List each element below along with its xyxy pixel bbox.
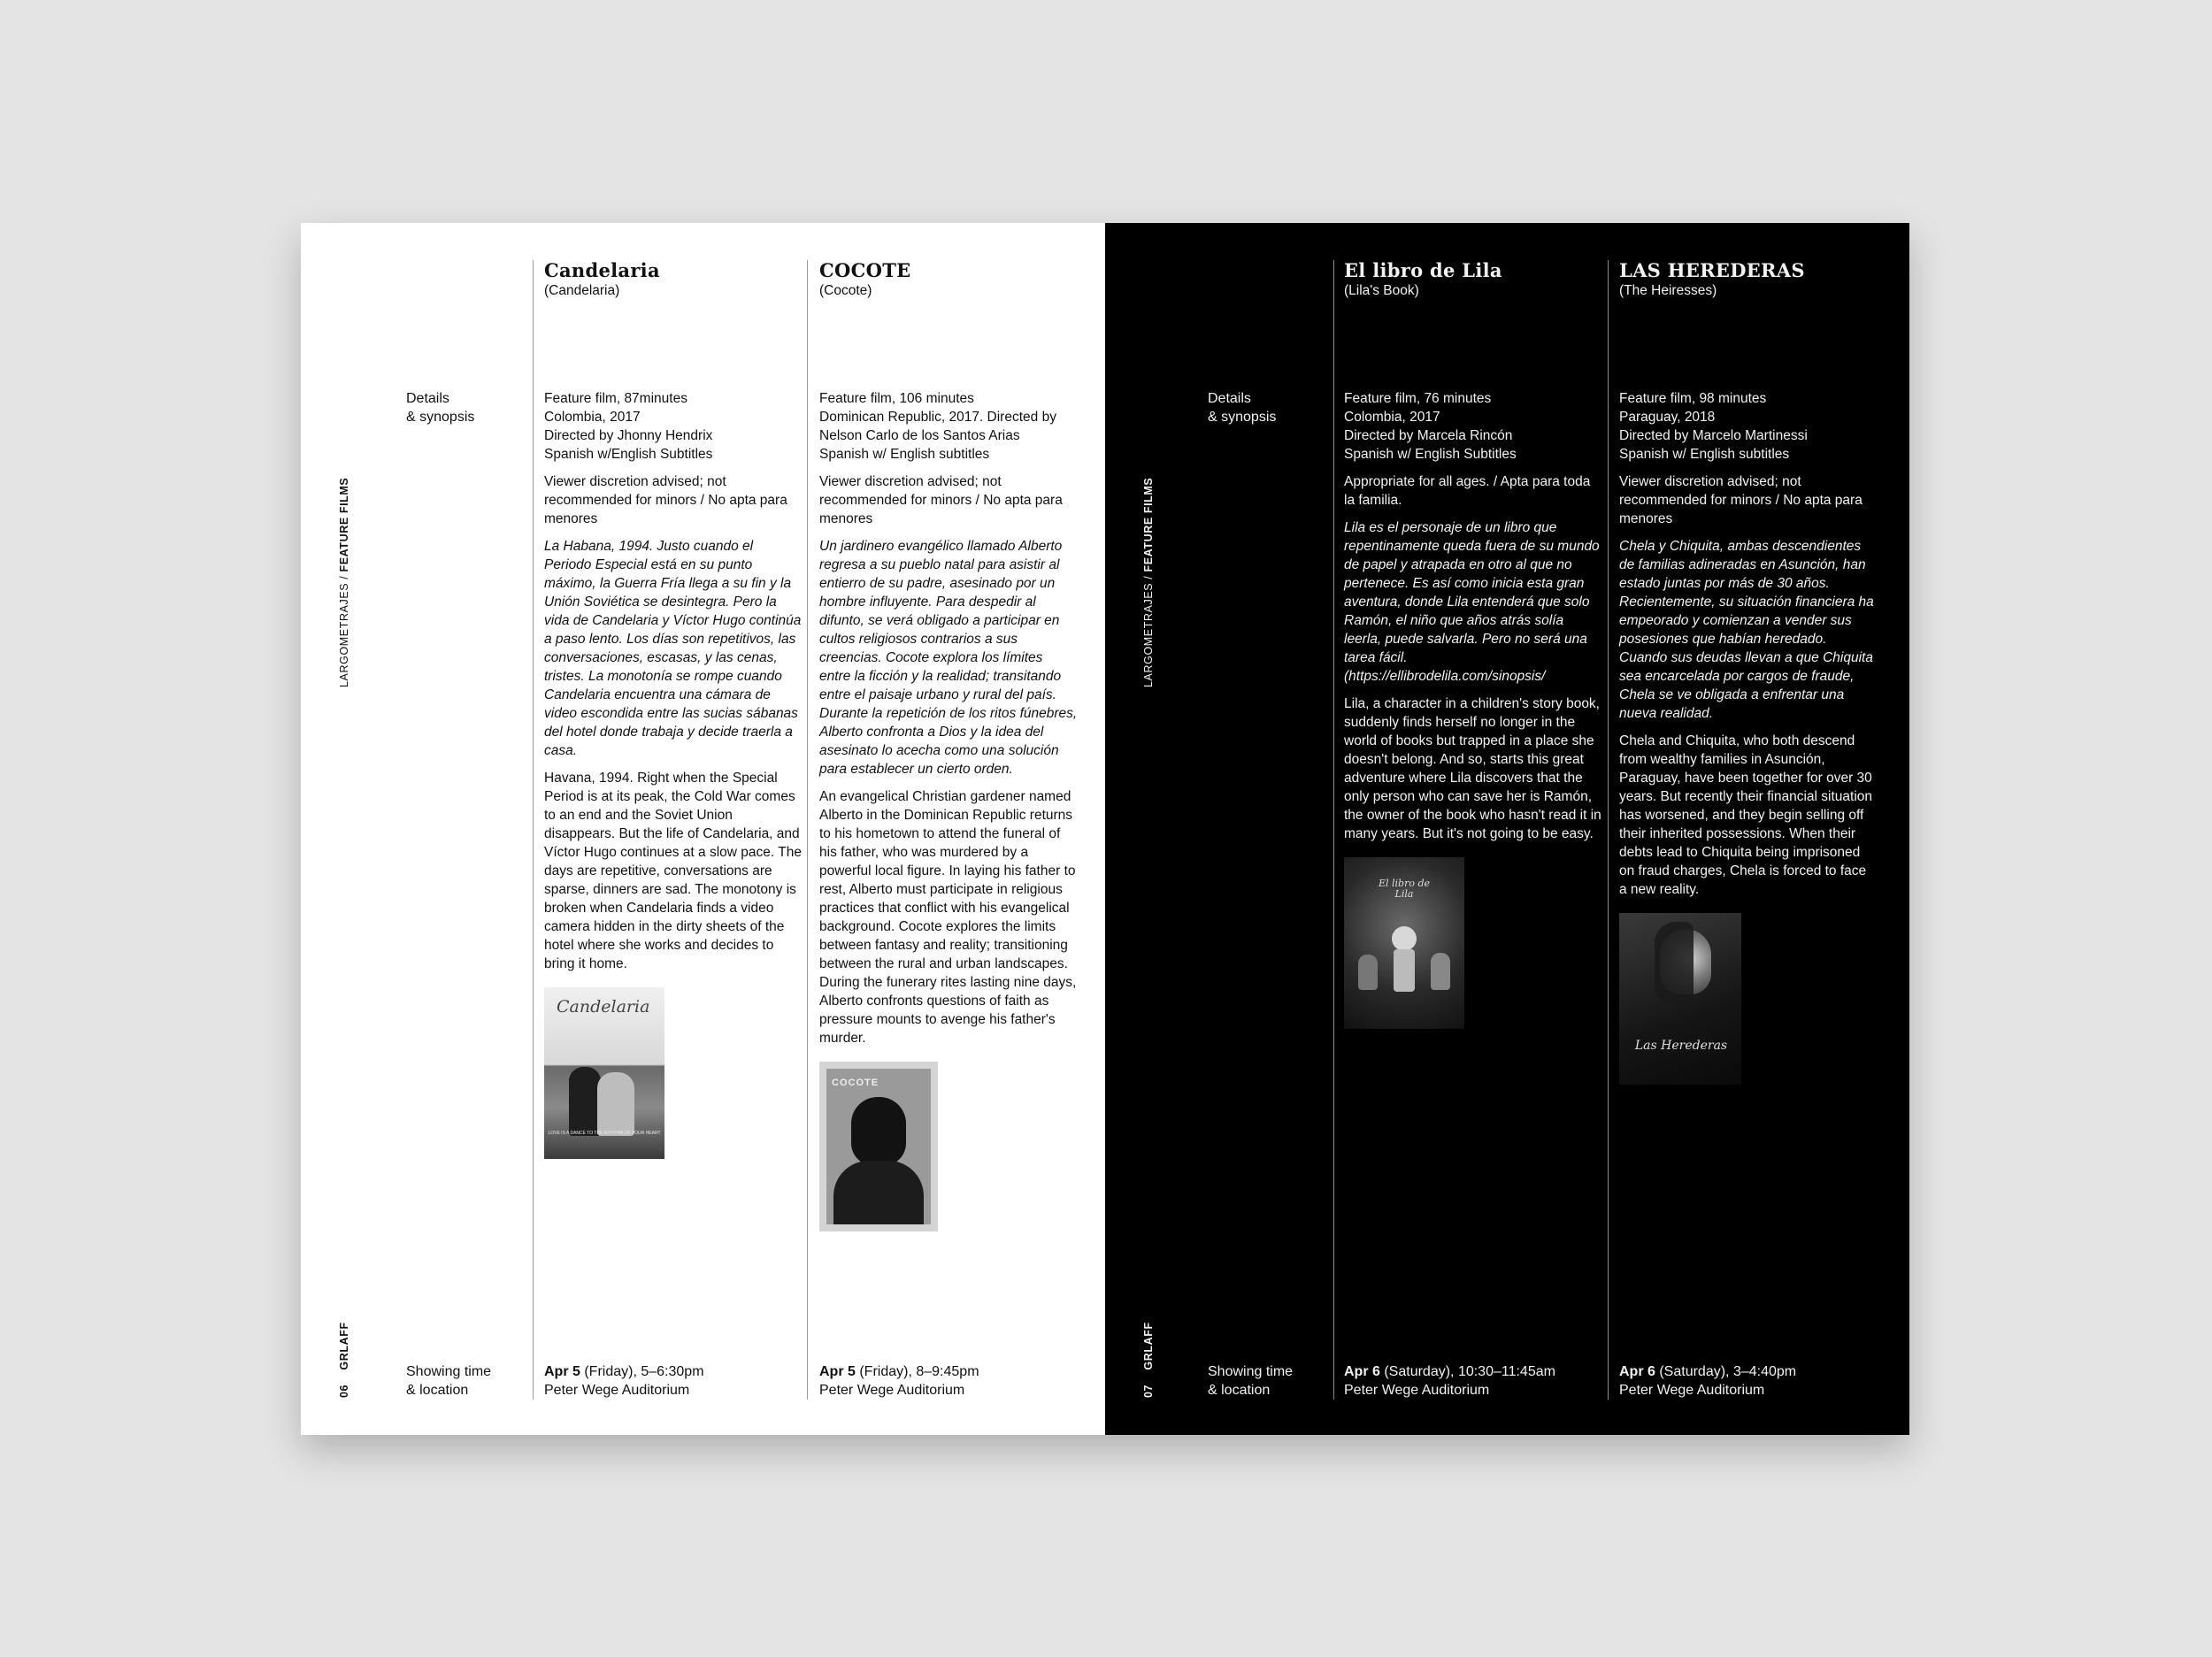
film-details: Feature film, 76 minutes Colombia, 2017 Directed by Marcela Rincón Spanish w/ English Subtitles	[1344, 391, 1517, 462]
film-subtitle: (Lila's Book)	[1344, 283, 1419, 298]
show-date: Apr 5	[544, 1364, 580, 1379]
film-body-candelaria	[544, 389, 803, 1159]
folio-name: GRLAFF	[338, 1322, 350, 1370]
showing-label: Showing time & location	[406, 1364, 492, 1398]
synopsis-spanish: La Habana, 1994. Justo cuando el Periodo Especial está en su punto máximo, la Guerra Fría llega a su fin y la Unión Soviética se desintegra. Pero la vida de Candelaria y Víctor Hugo continúa a paso lento. Los días son repetitivos, las conversaciones, escasas, y las cenas, tristes. La monotonía se rompe cuando Candelaria encuentra una cámara de video escondida entre las sucias sábanas del hotel donde trabaja y decide traerla a casa.	[544, 539, 802, 758]
film-title: Candelaria	[544, 259, 660, 281]
film-title: COCOTE	[819, 259, 911, 281]
show-time: (Friday), 5–6:30pm	[580, 1364, 704, 1379]
film-header-herederas	[1619, 260, 1878, 300]
show-date: Apr 5	[819, 1364, 856, 1379]
poster-title: Candelaria	[557, 997, 650, 1016]
synopsis-spanish: Lila es el personaje de un libro que repentinamente queda fuera de su mundo de papel y atrapada en otro al que no pertenece. Es así como inicia esta gran aventura, donde Lila entenderá que solo Ramón, el niño que años atrás solía leerla, puede salvarla. Pero no será una tarea fácil. (https://ellibrodelila.com/sinopsis/	[1344, 520, 1600, 684]
showing-candelaria	[544, 1362, 704, 1400]
film-title: LAS HEREDERAS	[1619, 259, 1805, 281]
film-subtitle: (The Heiresses)	[1619, 283, 1717, 298]
poster-character	[1358, 955, 1378, 990]
show-location: Peter Wege Auditorium	[1344, 1383, 1490, 1398]
poster-cocote	[819, 1062, 938, 1231]
poster-character	[1394, 949, 1415, 992]
left-page: LARGOMETRAJES / FEATURE FILMS 06 GRLAFF Details & synopsis Showing time & location Candelaria (Candelaria) Feature film, 87minutes Colombia, 2017 Directed by Jhonny Hendrix Spanish w/English Subtitles Viewer discretion advised; not recommended for minors / No apta para menores La Habana, 1994. Justo cuando el Periodo Especial está en su punto máximo, la Guerra Fría llega a su fin y la Unión Soviética se desintegra. Pero la vida de Candelaria y Víctor Hugo continúa a paso lento. Los días son repetitivos, las conversaciones, escasas, y las cenas, tristes. La monotonía se rompe cuando Candelaria encuentra una cámara de video escondida entre las sucias sábanas del hotel donde trabaja y decide traerla a casa. Havana, 1994. Right when the Special Period is at its peak, the Cold War comes to an end and the Soviet Union disappears. But the life of Candelaria, and Víctor Hugo continues at a slow pace. The days are repetitive, conversations are sparse, dinners are sad. The monotony is broken when Candelaria finds a video camera hidden in the dirty sheets of the hotel where she works and decides to bring it home. Candelaria LOVE IS A DANCE TO THE RHYTHM OF YOUR HEART Apr 5 (Friday), 5–6:30pm Peter Wege Auditorium COCOTE (Cocote) Feature film, 106 minutes Dominican Republic, 2017. Directed by Nelson Carlo de los Santos Arias Spanish w/ English subtitles Viewer discretion advised; not recommended for minors / No apta para menores Un jardinero evangélico llamado Alberto regresa a su pueblo natal para asistir al entierro de su padre, asesinado por un hombre influyente. Para despedir al difunto, se verá obligado a participar en cultos religiosos contrarios a sus creencias. Cocote explora los límites entre la ficción y la realidad; transitando entre el paisaje urbano y rural del país. Durante la repetición de los ritos fúnebres, Alberto confronta a Dios y la idea del asesinato lo acecha como una solución para establecer un cierto orden. An evangelical Christian gardener named Alberto in the Dominican Republic returns to his hometown to attend the funeral of his father, who was murdered by a powerful local figure. In laying his father to rest, Alberto must participate in religious practices that conflict with his evangelical background. Cocote explores the limits between fantasy and reality; transitioning between the rural and urban landscapes. During the funerary rites lasting nine days, Alberto confronts questions of faith as pressure mounts to avenge his father's murder. COCOTE Apr 5 (Friday), 8–9:45pm Peter Wege Auditorium	[301, 223, 1105, 1435]
poster-hair	[1655, 922, 1694, 1007]
film-subtitle: (Cocote)	[819, 283, 872, 298]
page-number: 07	[1142, 1384, 1155, 1398]
poster-title: COCOTE	[832, 1078, 879, 1088]
film-body-cocote	[819, 389, 1078, 1231]
poster-figures	[597, 1072, 634, 1136]
show-date: Apr 6	[1344, 1364, 1380, 1379]
synopsis-english: An evangelical Christian gardener named Alberto in the Dominican Republic returns to his hometown to attend the funeral of his father, who was murdered by a powerful local figure. In laying his father to rest, Alberto must participate in religious practices that conflict with his evangelical background. Cocote explores the limits between fantasy and reality; transitioning between the rural and urban landscapes. During the funerary rites lasting nine days, Alberto confronts questions of faith as pressure mounts to avenge his father's murder.	[819, 789, 1077, 1046]
poster-title: El libro de Lila	[1378, 878, 1431, 900]
film-rating: Viewer discretion advised; not recommended for minors / No apta para menores	[819, 474, 1063, 526]
synopsis-english: Chela and Chiquita, who both descend from wealthy families in Asunción, Paraguay, have been together for over 30 years. But recently their financial situation has worsened, and they begin selling off their inherited possessions. When their debts lead to Chiquita being imprisoned on fraud charges, Chela is forced to face a new reality.	[1619, 733, 1873, 897]
film-header-lila	[1344, 260, 1602, 300]
column-divider	[1608, 260, 1609, 1400]
show-time: (Saturday), 10:30–11:45am	[1379, 1364, 1555, 1379]
showing-label: Showing time & location	[1208, 1364, 1294, 1398]
poster-shoulders	[833, 1161, 924, 1224]
show-location: Peter Wege Auditorium	[819, 1383, 965, 1398]
poster-face	[851, 1097, 906, 1166]
show-time: (Saturday), 3–4:40pm	[1655, 1364, 1797, 1379]
poster-character	[1392, 926, 1417, 951]
show-time: (Friday), 8–9:45pm	[855, 1364, 979, 1379]
show-location: Peter Wege Auditorium	[544, 1383, 690, 1398]
film-body-herederas	[1619, 389, 1878, 1085]
film-rating: Appropriate for all ages. / Apta para toda la familia.	[1344, 474, 1591, 508]
showing-lila	[1344, 1362, 1555, 1400]
film-details: Feature film, 106 minutes Dominican Republic, 2017. Directed by Nelson Carlo de los Santos Arias Spanish w/ English subtitles	[819, 391, 1056, 462]
poster-herederas	[1619, 913, 1741, 1085]
showing-cocote	[819, 1362, 979, 1400]
poster-character	[1431, 953, 1450, 990]
synopsis-english: Havana, 1994. Right when the Special Period is at its peak, the Cold War comes to an end and the Soviet Union disappears. But the life of Candelaria, and Víctor Hugo continues at a slow pace. The days are repetitive, conversations are sparse, dinners are sad. The monotony is broken when Candelaria finds a video camera hidden in the dirty sheets of the hotel where she works and decides to bring it home.	[544, 771, 802, 971]
film-body-lila	[1344, 389, 1602, 1029]
details-label: Details & synopsis	[406, 391, 475, 425]
poster-figures	[569, 1067, 601, 1136]
poster-title: Las Herederas	[1634, 1039, 1728, 1053]
poster-candelaria	[544, 987, 664, 1159]
show-location: Peter Wege Auditorium	[1619, 1383, 1765, 1398]
column-divider	[1333, 260, 1334, 1400]
synopsis-spanish: Un jardinero evangélico llamado Alberto regresa a su pueblo natal para asistir al entierro de su padre, asesinado por un hombre influyente. Para despedir al difunto, se verá obligado a participar en cultos religiosos contrarios a sus creencias. Cocote explora los límites entre la ficción y la realidad; transitando entre el paisaje urbano y rural del país. Durante la repetición de los ritos fúnebres, Alberto confronta a Dios y la idea del asesinato lo acecha como una solución para establecer un cierto orden.	[819, 539, 1078, 777]
poster-lila	[1344, 857, 1464, 1029]
booklet-spread	[301, 223, 1909, 1435]
right-page: LARGOMETRAJES / FEATURE FILMS 07 GRLAFF Details & synopsis Showing time & location El libro de Lila (Lila's Book) Feature film, 76 minutes Colombia, 2017 Directed by Marcela Rincón Spanish w/ English Subtitles Appropriate for all ages. / Apta para toda la familia. Lila es el personaje de un libro que repentinamente queda fuera de su mundo de papel y atrapada en otro al que no pertenece. Es así como inicia esta gran aventura, donde Lila entenderá que solo Ramón, el niño que años atrás solía leerla, puede salvarla. Pero no será una tarea fácil. (https://ellibrodelila.com/sinopsis/ Lila, a character in a children's story book, suddenly finds herself no longer in the world of books but trapped in a place she doesn't belong. And so, starts this great adventure where Lila discovers that the only person who can save her is Ramón, the owner of the book who hasn't read it in many years. But it's not going to be easy. El libro de Lila Apr 6 (Saturday), 10:30–11:45am Peter Wege Auditorium LAS HEREDERAS (The Heiresses) Feature film, 98 minutes Paraguay, 2018 Directed by Marcelo Martinessi Spanish w/ English subtitles Viewer discretion advised; not recommended for minors / No apta para menores Chela y Chiquita, ambas descendientes de familias adineradas en Asunción, han estado juntas por más de 30 años. Recientemente, su situación financiera ha empeorado y comienzan a vender sus posesiones que habían heredado. Cuando sus deudas llevan a que Chiquita sea encarcelada por cargos de fraude, Chela se ve obligada a enfrentar una nueva realidad. Chela and Chiquita, who both descend from wealthy families in Asunción, Paraguay, have been together for over 30 years. But recently their financial situation has worsened, and they begin selling off their inherited possessions. When their debts lead to Chiquita being imprisoned on fraud charges, Chela is forced to face a new reality. Las Herederas Apr 6 (Saturday), 3–4:40pm Peter Wege Auditorium	[1105, 223, 1909, 1435]
column-divider	[533, 260, 534, 1400]
synopsis-english: Lila, a character in a children's story book, suddenly finds herself no longer in the world of books but trapped in a place she doesn't belong. And so, starts this great adventure where Lila discovers that the only person who can save her is Ramón, the owner of the book who hasn't read it in many years. But it's not going to be easy.	[1344, 696, 1601, 841]
film-subtitle: (Candelaria)	[544, 283, 620, 298]
film-details: Feature film, 98 minutes Paraguay, 2018 Directed by Marcelo Martinessi Spanish w/ English subtitles	[1619, 391, 1808, 462]
film-rating: Viewer discretion advised; not recommended for minors / No apta para menores	[544, 474, 787, 526]
film-details: Feature film, 87minutes Colombia, 2017 Directed by Jhonny Hendrix Spanish w/English Subtitles	[544, 391, 713, 462]
column-divider	[807, 260, 808, 1400]
details-label: Details & synopsis	[1208, 391, 1277, 425]
film-rating: Viewer discretion advised; not recommended for minors / No apta para menores	[1619, 474, 1863, 526]
film-header-cocote	[819, 260, 1078, 300]
show-date: Apr 6	[1619, 1364, 1655, 1379]
showing-herederas	[1619, 1362, 1796, 1400]
synopsis-spanish: Chela y Chiquita, ambas descendientes de familias adineradas en Asunción, han estado juntas por más de 30 años. Recientemente, su situación financiera ha empeorado y comienzan a vender sus posesiones que habían heredado. Cuando sus deudas llevan a que Chiquita sea encarcelada por cargos de fraude, Chela se ve obligada a enfrentar una nueva realidad.	[1619, 539, 1874, 721]
film-title: El libro de Lila	[1344, 259, 1502, 281]
film-header-candelaria	[544, 260, 803, 300]
poster-tagline: LOVE IS A DANCE TO THE RHYTHM OF YOUR HEART	[548, 1131, 661, 1136]
page-number: 06	[338, 1384, 350, 1398]
folio-name: GRLAFF	[1142, 1322, 1155, 1370]
